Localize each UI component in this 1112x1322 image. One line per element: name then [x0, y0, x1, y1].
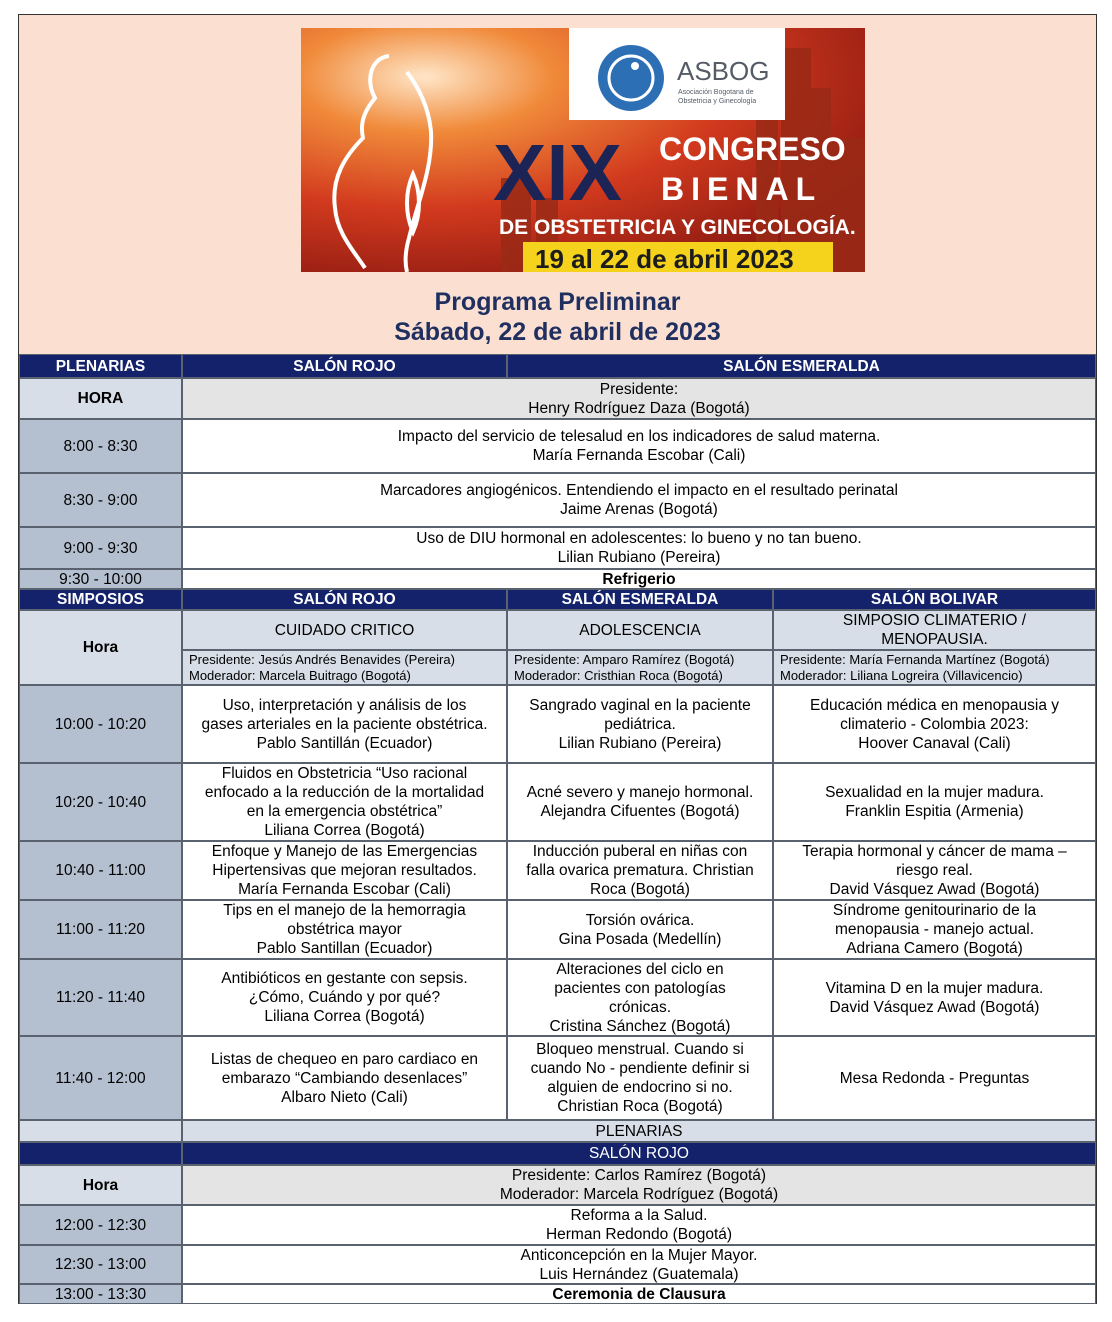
- talk-line: Bloqueo menstrual. Cuando si: [536, 1041, 744, 1058]
- presidente-line1: Presidente:: [599, 380, 679, 398]
- plenarias-label: PLENARIAS: [182, 1120, 1096, 1142]
- moderador-line: Moderador: Marcela Rodríguez (Bogotá): [499, 1186, 779, 1203]
- talk-cell: [507, 685, 773, 763]
- talk-line: David Vásquez Awad (Bogotá): [829, 998, 1040, 1016]
- salon-rojo-header: SALÓN ROJO: [182, 354, 507, 378]
- talk-line: Tips en el manejo de la hemorragia: [223, 902, 466, 919]
- closing-label: Ceremonia de Clausura: [182, 1284, 1096, 1304]
- program-document: [18, 14, 1097, 1304]
- talk-line: alguien de endocrino si no.: [547, 1079, 733, 1096]
- time-cell: 10:40 - 11:00: [19, 841, 182, 900]
- chair-cell: [182, 650, 507, 685]
- session-title: Reforma a la Salud.: [570, 1207, 708, 1224]
- congress-banner: [301, 28, 865, 272]
- talk-line: Inducción puberal en niñas con: [532, 843, 748, 860]
- break-time: 9:30 - 10:00: [19, 569, 182, 589]
- time-cell: 10:20 - 10:40: [19, 763, 182, 841]
- chair-president: Presidente: María Fernanda Martínez (Bogotá): [780, 651, 1050, 667]
- salon-esmeralda-header: SALÓN ESMERALDA: [507, 589, 773, 610]
- hora-label: Hora: [19, 1165, 182, 1205]
- time-cell: 12:30 - 13:00: [19, 1245, 182, 1284]
- talk-line: gases arteriales en la paciente obstétrica.: [201, 715, 488, 733]
- talk-cell: [773, 841, 1096, 900]
- presidente-cell: [182, 378, 1096, 419]
- session-cell: [182, 1245, 1096, 1284]
- talk-cell: [773, 959, 1096, 1036]
- talk-line: Franklin Espitia (Armenia): [845, 803, 1024, 820]
- talk-line: riesgo real.: [896, 862, 973, 879]
- talk-line: embarazo “Cambiando desenlaces”: [221, 1069, 468, 1087]
- talk-line: pacientes con patologías: [554, 979, 726, 997]
- header-band: [19, 15, 1096, 354]
- congress-banner-art: [301, 28, 865, 272]
- talk-line: Uso, interpretación y análisis de los: [222, 696, 467, 714]
- talk-line: Adriana Camero (Bogotá): [846, 940, 1023, 957]
- talk-cell: [507, 1036, 773, 1120]
- time-cell: 11:20 - 11:40: [19, 959, 182, 1036]
- chair-moderator: Moderador: Marcela Buitrago (Bogotá): [189, 667, 411, 683]
- talk-line: Acné severo y manejo hormonal.: [526, 784, 754, 801]
- talk-line: Antibióticos en gestante con sepsis.: [221, 970, 468, 987]
- talk-line: Albaro Nieto (Cali): [281, 1088, 408, 1106]
- talk-line: Torsión ovárica.: [585, 911, 695, 929]
- topic-cell: ADOLESCENCIA: [507, 610, 773, 650]
- talk-line: Vitamina D en la mujer madura.: [825, 979, 1044, 997]
- talk-line: Fluidos en Obstetricia “Uso racional: [221, 765, 468, 782]
- talk-line: Lilian Rubiano (Pereira): [558, 734, 722, 752]
- chair-moderator: Moderador: Liliana Logreira (Villavicencio): [780, 667, 1023, 683]
- session-speaker: Lilian Rubiano (Pereira): [557, 549, 721, 566]
- chair-president: Presidente: Amparo Ramírez (Bogotá): [514, 651, 735, 667]
- talk-line: Hipertensivas que mejoran resultados.: [212, 862, 477, 879]
- plenarias-header: PLENARIAS: [19, 354, 182, 378]
- logo-subtitle: DE OBSTETRICIA Y GINECOLOGÍA.: [499, 216, 856, 239]
- talk-line: Liliana Correa (Bogotá): [264, 1008, 425, 1025]
- talk-cell: [507, 841, 773, 900]
- chair-cell: [507, 650, 773, 685]
- time-cell: 10:00 - 10:20: [19, 685, 182, 763]
- talk-cell: [507, 763, 773, 841]
- logo-bienal: BIENAL: [661, 171, 823, 207]
- time-cell: 11:40 - 12:00: [19, 1036, 182, 1120]
- salon-bolivar-header: SALÓN BOLIVAR: [773, 589, 1096, 610]
- closing-time: 13:00 - 13:30: [19, 1284, 182, 1304]
- session-cell: [182, 527, 1096, 569]
- break-label: Refrigerio: [182, 569, 1096, 589]
- talk-line: Sangrado vaginal en la paciente: [529, 696, 751, 714]
- talk-line: Pablo Santillan (Ecuador): [256, 940, 433, 957]
- talk-cell: [182, 959, 507, 1036]
- talk-cell: [182, 763, 507, 841]
- talk-cell: [182, 900, 507, 959]
- logo-acronym: ASBOG: [677, 56, 770, 86]
- simposios-header: SIMPOSIOS: [19, 589, 182, 610]
- talk-line: Pablo Santillán (Ecuador): [256, 734, 433, 752]
- logo-org-line1: Asociación Bogotana de: [678, 89, 754, 96]
- session-cell: [182, 1205, 1096, 1245]
- blank-header-cell: [19, 1142, 182, 1165]
- talk-line: Gina Posada (Medellín): [558, 930, 722, 948]
- program-title: Programa Preliminar: [434, 288, 681, 316]
- session-cell: [182, 473, 1096, 527]
- talk-cell: [182, 685, 507, 763]
- talk-cell: [773, 763, 1096, 841]
- logo-dates: 19 al 22 de abril 2023: [535, 244, 794, 272]
- talk-line: Enfoque y Manejo de las Emergencias: [211, 843, 478, 860]
- hora-label: HORA: [19, 378, 182, 419]
- talk-line: María Fernanda Escobar (Cali): [238, 881, 451, 898]
- talk-line: cuando No - pendiente definir si: [530, 1060, 750, 1077]
- chair-moderator: Moderador: Cristhian Roca (Bogotá): [514, 667, 723, 683]
- logo-congreso: CONGRESO: [659, 131, 846, 167]
- talk-line: ¿Cómo, Cuándo y por qué?: [248, 989, 441, 1006]
- blank-cell: [19, 1120, 182, 1142]
- talk-line: falla ovarica prematura. Christian: [526, 862, 754, 879]
- talk-cell: [507, 959, 773, 1036]
- talk-line: Roca (Bogotá): [590, 881, 690, 898]
- talk-line: obstétrica mayor: [287, 921, 402, 938]
- talk-line: enfocado a la reducción de la mortalidad: [204, 784, 485, 801]
- session-title: Impacto del servicio de telesalud en los indicadores de salud materna.: [397, 428, 881, 445]
- session-speaker: Jaime Arenas (Bogotá): [560, 501, 718, 518]
- time-cell: 9:00 - 9:30: [19, 527, 182, 569]
- talk-line: Christian Roca (Bogotá): [557, 1098, 723, 1115]
- topic-cell: CUIDADO CRITICO: [182, 610, 507, 650]
- talk-line: Educación médica en menopausia y: [809, 696, 1059, 714]
- salon-rojo-header: SALÓN ROJO: [182, 1142, 1096, 1165]
- hora-label: Hora: [19, 610, 182, 685]
- time-cell: 11:00 - 11:20: [19, 900, 182, 959]
- topic-cell: SIMPOSIO CLIMATERIO / MENOPAUSIA.: [773, 610, 1096, 650]
- program-date: Sábado, 22 de abril de 2023: [394, 318, 721, 346]
- presidente-line2: Henry Rodríguez Daza (Bogotá): [528, 399, 750, 417]
- talk-cell: [507, 900, 773, 959]
- presidente-cell: [182, 1165, 1096, 1205]
- session-title: Marcadores angiogénicos. Entendiendo el impacto en el resultado perinatal: [380, 482, 898, 499]
- salon-esmeralda-header: SALÓN ESMERALDA: [507, 354, 1096, 378]
- talk-line: menopausia - manejo actual.: [834, 921, 1035, 938]
- talk-line: Mesa Redonda - Preguntas: [839, 1069, 1030, 1087]
- talk-line: Alejandra Cifuentes (Bogotá): [540, 803, 740, 820]
- talk-line: en la emergencia obstétrica”: [246, 803, 443, 820]
- salon-rojo-header: SALÓN ROJO: [182, 589, 507, 610]
- presidente-line: Presidente: Carlos Ramírez (Bogotá): [511, 1167, 767, 1184]
- session-speaker: María Fernanda Escobar (Cali): [532, 447, 746, 464]
- chair-president: Presidente: Jesús Andrés Benavides (Pereira): [189, 651, 455, 667]
- talk-cell: [182, 1036, 507, 1120]
- talk-cell: [773, 685, 1096, 763]
- talk-cell: [773, 900, 1096, 959]
- talk-line: Síndrome genitourinario de la: [832, 902, 1037, 919]
- time-cell: 12:00 - 12:30: [19, 1205, 182, 1245]
- talk-line: Hoover Canaval (Cali): [858, 734, 1011, 752]
- talk-line: crónicas.: [608, 998, 672, 1016]
- time-cell: 8:00 - 8:30: [19, 419, 182, 473]
- talk-cell: [773, 1036, 1096, 1120]
- talk-line: climaterio - Colombia 2023:: [840, 715, 1029, 733]
- session-cell: [182, 419, 1096, 473]
- session-title: Uso de DIU hormonal en adolescentes: lo bueno y no tan bueno.: [416, 530, 862, 547]
- talk-line: Sexualidad en la mujer madura.: [825, 784, 1044, 801]
- session-speaker: Luis Hernández (Guatemala): [539, 1265, 739, 1283]
- talk-line: Cristina Sánchez (Bogotá): [549, 1017, 731, 1035]
- talk-cell: [182, 841, 507, 900]
- talk-line: Terapia hormonal y cáncer de mama –: [802, 843, 1067, 860]
- talk-line: Liliana Correa (Bogotá): [264, 822, 425, 839]
- talk-line: pediátrica.: [604, 715, 676, 733]
- logo-roman: XIX: [493, 128, 622, 217]
- session-title: Anticoncepción en la Mujer Mayor.: [520, 1246, 758, 1264]
- session-speaker: Herman Redondo (Bogotá): [545, 1226, 733, 1243]
- chair-cell: [773, 650, 1096, 685]
- logo-org-line2: Obstetricia y Ginecología: [678, 98, 757, 105]
- talk-line: Alteraciones del ciclo en: [556, 960, 724, 978]
- time-cell: 8:30 - 9:00: [19, 473, 182, 527]
- talk-line: Listas de chequeo en paro cardiaco en: [210, 1050, 479, 1068]
- talk-line: David Vásquez Awad (Bogotá): [829, 881, 1040, 898]
